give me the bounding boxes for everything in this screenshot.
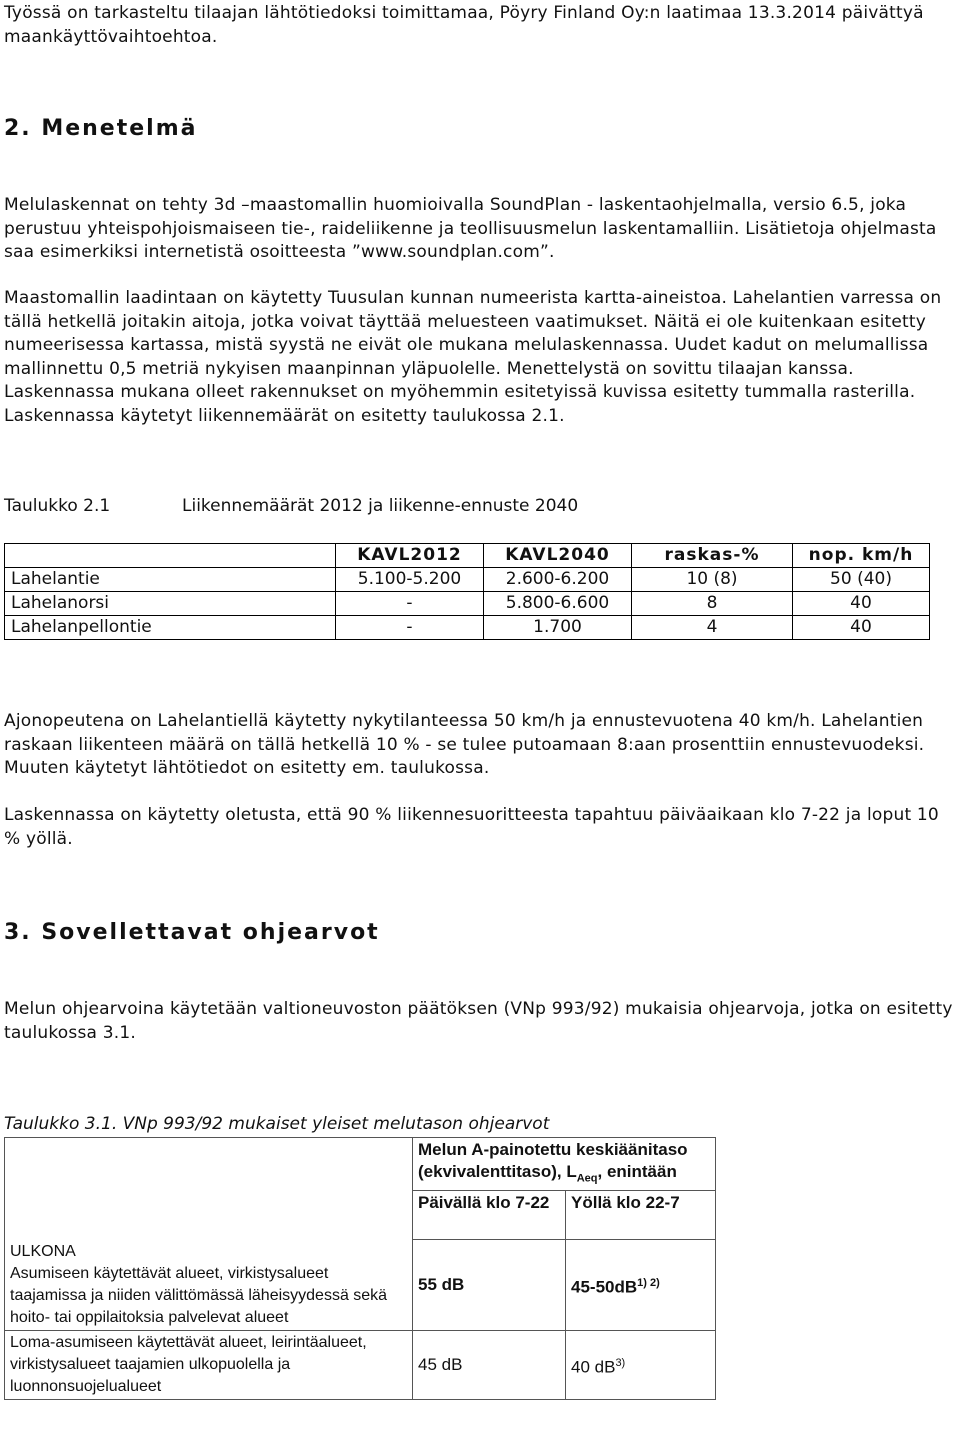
footnote-marker: 1) 2) bbox=[637, 1276, 660, 1289]
table-2-1-caption bbox=[4, 496, 579, 516]
speed-paragraph: Ajonopeutena on Lahelantiellä käytetty nykytilanteessa 50 km/h ja ennustevuotena 40 km/h. Lahelantien raskaan liikenteen määrä on tällä hetkellä 10 % - se tulee putoamaan 8:aan prosenttiin ennustevuodeksi. Muuten käytetyt lähtötiedot on esitetty em. taulukossa. bbox=[4, 711, 925, 778]
row-speed: 50 (40) bbox=[793, 568, 930, 592]
row-heavy-percent: 4 bbox=[632, 616, 793, 640]
row-road-name: Lahelanpellontie bbox=[5, 616, 336, 640]
row-residential-day: 55 dB bbox=[413, 1240, 566, 1331]
header-speed: nop. km/h bbox=[793, 544, 930, 568]
intro-paragraph: Työssä on tarkasteltu tilaajan lähtötiedoksi toimittamaa, Pöyry Finland Oy:n laatimaa 13.3.2014 päivättyä maankäyttövaihtoehtoa. bbox=[4, 3, 924, 47]
header-kavl2040: KAVL2040 bbox=[484, 544, 632, 568]
header-night: Yöllä klo 22-7 bbox=[566, 1191, 716, 1240]
header-blank-cell bbox=[5, 1138, 413, 1240]
table-row bbox=[5, 616, 930, 640]
row-holiday-night bbox=[566, 1330, 716, 1399]
table-row bbox=[5, 568, 930, 592]
row-holiday-night-value: 40 dB bbox=[571, 1357, 616, 1377]
header-aeq-subscript: Aeq bbox=[576, 1172, 598, 1185]
row-road-name: Lahelantie bbox=[5, 568, 336, 592]
table-row bbox=[5, 592, 930, 616]
table-row bbox=[5, 1240, 716, 1331]
traffic-volume-table bbox=[4, 543, 930, 640]
row-kavl2040: 5.800-6.600 bbox=[484, 592, 632, 616]
row-residential-night bbox=[566, 1240, 716, 1331]
row-kavl2040: 1.700 bbox=[484, 616, 632, 640]
row-kavl2012: - bbox=[336, 592, 484, 616]
row-holiday-label: Loma-asumiseen käytettävät alueet, leirintäalueet, virkistysalueet taajamien ulkopuolella ja luonnonsuojelualueet bbox=[5, 1330, 413, 1399]
footnote-marker: 3) bbox=[615, 1356, 626, 1369]
row-road-name: Lahelanorsi bbox=[5, 592, 336, 616]
header-noise-level-text: Melun A-painotettu keskiäänitaso (ekvivalenttitaso), L bbox=[418, 1140, 688, 1181]
row-speed: 40 bbox=[793, 616, 930, 640]
table-header-row bbox=[5, 1138, 716, 1191]
row-kavl2040: 2.600-6.200 bbox=[484, 568, 632, 592]
header-heavy-percent: raskas-% bbox=[632, 544, 793, 568]
table-row bbox=[5, 1330, 716, 1399]
row-heavy-percent: 8 bbox=[632, 592, 793, 616]
header-kavl2012: KAVL2012 bbox=[336, 544, 484, 568]
method-paragraph-2: Maastomallin laadintaan on käytetty Tuusulan kunnan numeerista kartta-aineistoa. Lahelantien varressa on tällä hetkellä joitakin aitoja, jotka voivat täyttää meluesteen vaatimukset. Näitä ei ole kuitenkaan esitetty numeerisessa kartassa, mistä syystä ne eivät ole mukana melulaskennassa. Uudet kadut on melumallissa mallinnettu 0,5 metriä nykyisen maanpinnan yläpuolelle. Menettelystä on sovittu tilaajan kanssa. Laskennassa mukana olleet rakennukset on myöhemmin esitetyissä kuvissa esitetty tummalla rasterilla. Laskennassa käytetyt liikennemäärät on esitetty taulukossa 2.1. bbox=[4, 288, 942, 426]
traffic-split-paragraph: Laskennassa on käytetty oletusta, että 90 % liikennesuoritteesta tapahtuu päiväaikaan klo 7-22 ja loput 10 % yöllä. bbox=[4, 805, 939, 849]
section-2-heading: 2. Menetelmä bbox=[4, 116, 198, 141]
method-paragraph-1: Melulaskennat on tehty 3d –maastomallin huomioivalla SoundPlan - laskentaohjelmalla, versio 6.5, joka perustuu yhteispohjoismaiseen tie-, raideliikenne ja teollisuusmelun laskentamalliin. Lisätietoja ohjelmasta saa esimerkiksi internetistä osoitteesta ”www.soundplan.com”. bbox=[4, 195, 937, 262]
row-holiday-day: 45 dB bbox=[413, 1330, 566, 1399]
section-3-heading: 3. Sovellettavat ohjearvot bbox=[4, 920, 380, 945]
row-speed: 40 bbox=[793, 592, 930, 616]
guidelines-paragraph: Melun ohjearvoina käytetään valtioneuvoston päätöksen (VNp 993/92) mukaisia ohjearvoja, jotka on esitetty taulukossa 3.1. bbox=[4, 999, 953, 1043]
noise-guideline-table bbox=[4, 1137, 716, 1400]
table-2-1-label: Taulukko 2.1 bbox=[4, 496, 111, 516]
row-kavl2012: 5.100-5.200 bbox=[336, 568, 484, 592]
table-header-row bbox=[5, 544, 930, 568]
row-residential-night-value: 45-50dB bbox=[571, 1277, 638, 1297]
header-day: Päivällä klo 7-22 bbox=[413, 1191, 566, 1240]
header-noise-level bbox=[413, 1138, 716, 1191]
row-heavy-percent: 10 (8) bbox=[632, 568, 793, 592]
row-residential-label bbox=[5, 1240, 413, 1331]
row-kavl2012: - bbox=[336, 616, 484, 640]
group-label-outdoor: ULKONA bbox=[10, 1242, 76, 1260]
header-noise-level-suffix: , enintään bbox=[597, 1162, 677, 1181]
header-cell-blank bbox=[5, 544, 336, 568]
table-3-1-caption: Taulukko 3.1. VNp 993/92 mukaiset yleiset melutason ohjearvot bbox=[4, 1114, 550, 1134]
residential-area-text: Asumiseen käytettävät alueet, virkistysalueet taajamissa ja niiden välittömässä läheisyydessä sekä hoito- tai oppilaitoksia palvelevat alueet bbox=[10, 1264, 388, 1326]
table-2-1-title: Liikennemäärät 2012 ja liikenne-ennuste 2040 bbox=[182, 496, 579, 516]
